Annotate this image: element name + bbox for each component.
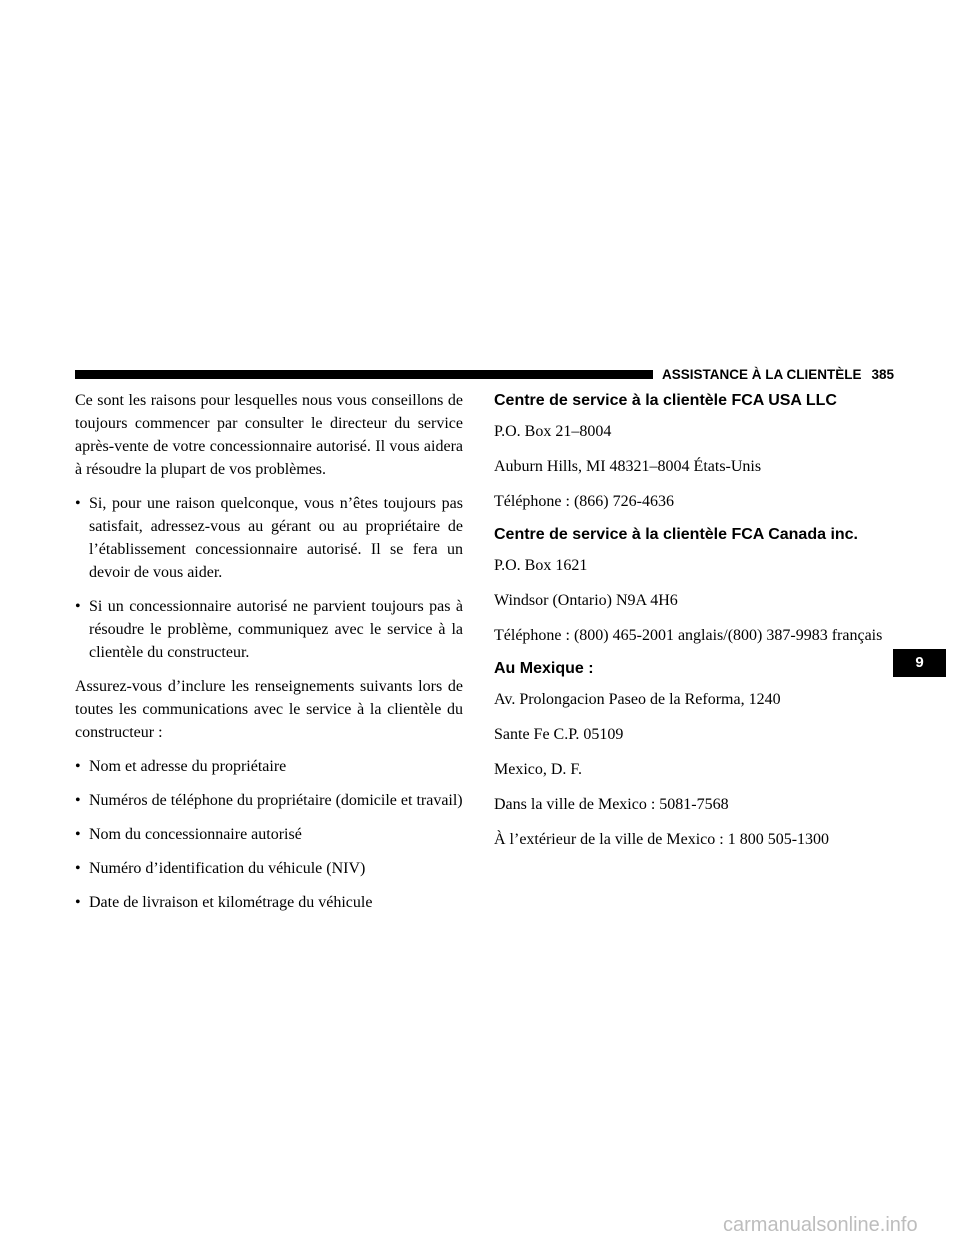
header-rule	[75, 370, 653, 379]
mexico-address-line: Av. Prolongacion Paseo de la Reforma, 1240	[494, 691, 781, 708]
bullet-icon: •	[75, 860, 81, 877]
list-item: • Si un concessionnaire autorisé ne parvient toujours pas à résoudre le problème, communiquez avec le service à la clientèle du constructeur.	[75, 595, 463, 664]
intro-paragraph: Ce sont les raisons pour lesquelles nous vous conseillons de toujours commencer par consulter le directeur du service après-vente de votre concessionnaire autorisé. Il vous aidera à résoudre la plupart de vos problèmes.	[75, 392, 463, 478]
usa-address-line: Auburn Hills, MI 48321–8004 États-Unis	[494, 458, 762, 475]
list-item: • Numéros de téléphone du propriétaire (domicile et travail)	[75, 789, 463, 812]
list-item: • Date de livraison et kilométrage du véhicule	[75, 891, 463, 914]
canada-heading: Centre de service à la clientèle FCA Canada inc.	[494, 526, 858, 543]
right-column	[494, 389, 884, 863]
mexico-heading: Au Mexique :	[494, 660, 594, 677]
canada-address-line: P.O. Box 1621	[494, 557, 588, 574]
usa-phone-line: Téléphone : (866) 726-4636	[494, 493, 674, 510]
mexico-phone-line: À l’extérieur de la ville de Mexico : 1 800 505-1300	[494, 831, 830, 848]
info-intro-paragraph: Assurez-vous d’inclure les renseignements suivants lors de toutes les communications avec le service à la clientèle du constructeur :	[75, 678, 463, 741]
bullet-icon: •	[75, 598, 81, 615]
list-item: • Numéro d’identification du véhicule (NIV)	[75, 857, 463, 880]
usa-heading: Centre de service à la clientèle FCA USA LLC	[494, 392, 837, 409]
bullet-icon: •	[75, 758, 81, 775]
bullet-icon: •	[75, 792, 81, 809]
list-item: • Nom du concessionnaire autorisé	[75, 823, 463, 846]
canada-phone-line: Téléphone : (800) 465-2001 anglais/(800) 387-9983 français	[494, 627, 883, 644]
running-head	[662, 366, 894, 384]
bullet-icon: •	[75, 826, 81, 843]
watermark: carmanualsonline.info	[723, 1214, 918, 1236]
bullet-icon: •	[75, 894, 81, 911]
bullet-icon: •	[75, 495, 81, 512]
page-number: 385	[871, 367, 895, 382]
mexico-address-line: Mexico, D. F.	[494, 761, 583, 778]
canada-address-line: Windsor (Ontario) N9A 4H6	[494, 592, 678, 609]
mexico-phone-line: Dans la ville de Mexico : 5081-7568	[494, 796, 729, 813]
section-title: ASSISTANCE À LA CLIENTÈLE	[662, 367, 862, 382]
escalation-list	[75, 492, 463, 664]
list-item: • Nom et adresse du propriétaire	[75, 755, 463, 778]
list-item: • Si, pour une raison quelconque, vous n’êtes toujours pas satisfait, adressez-vous au gérant ou au propriétaire de l’établissement concessionnaire autorisé. Il se fera un devoir de vous aider.	[75, 492, 463, 584]
chapter-tab: 9	[893, 649, 946, 677]
left-column	[75, 389, 463, 925]
usa-address-line: P.O. Box 21–8004	[494, 423, 612, 440]
required-info-list	[75, 755, 463, 914]
mexico-address-line: Sante Fe C.P. 05109	[494, 726, 624, 743]
